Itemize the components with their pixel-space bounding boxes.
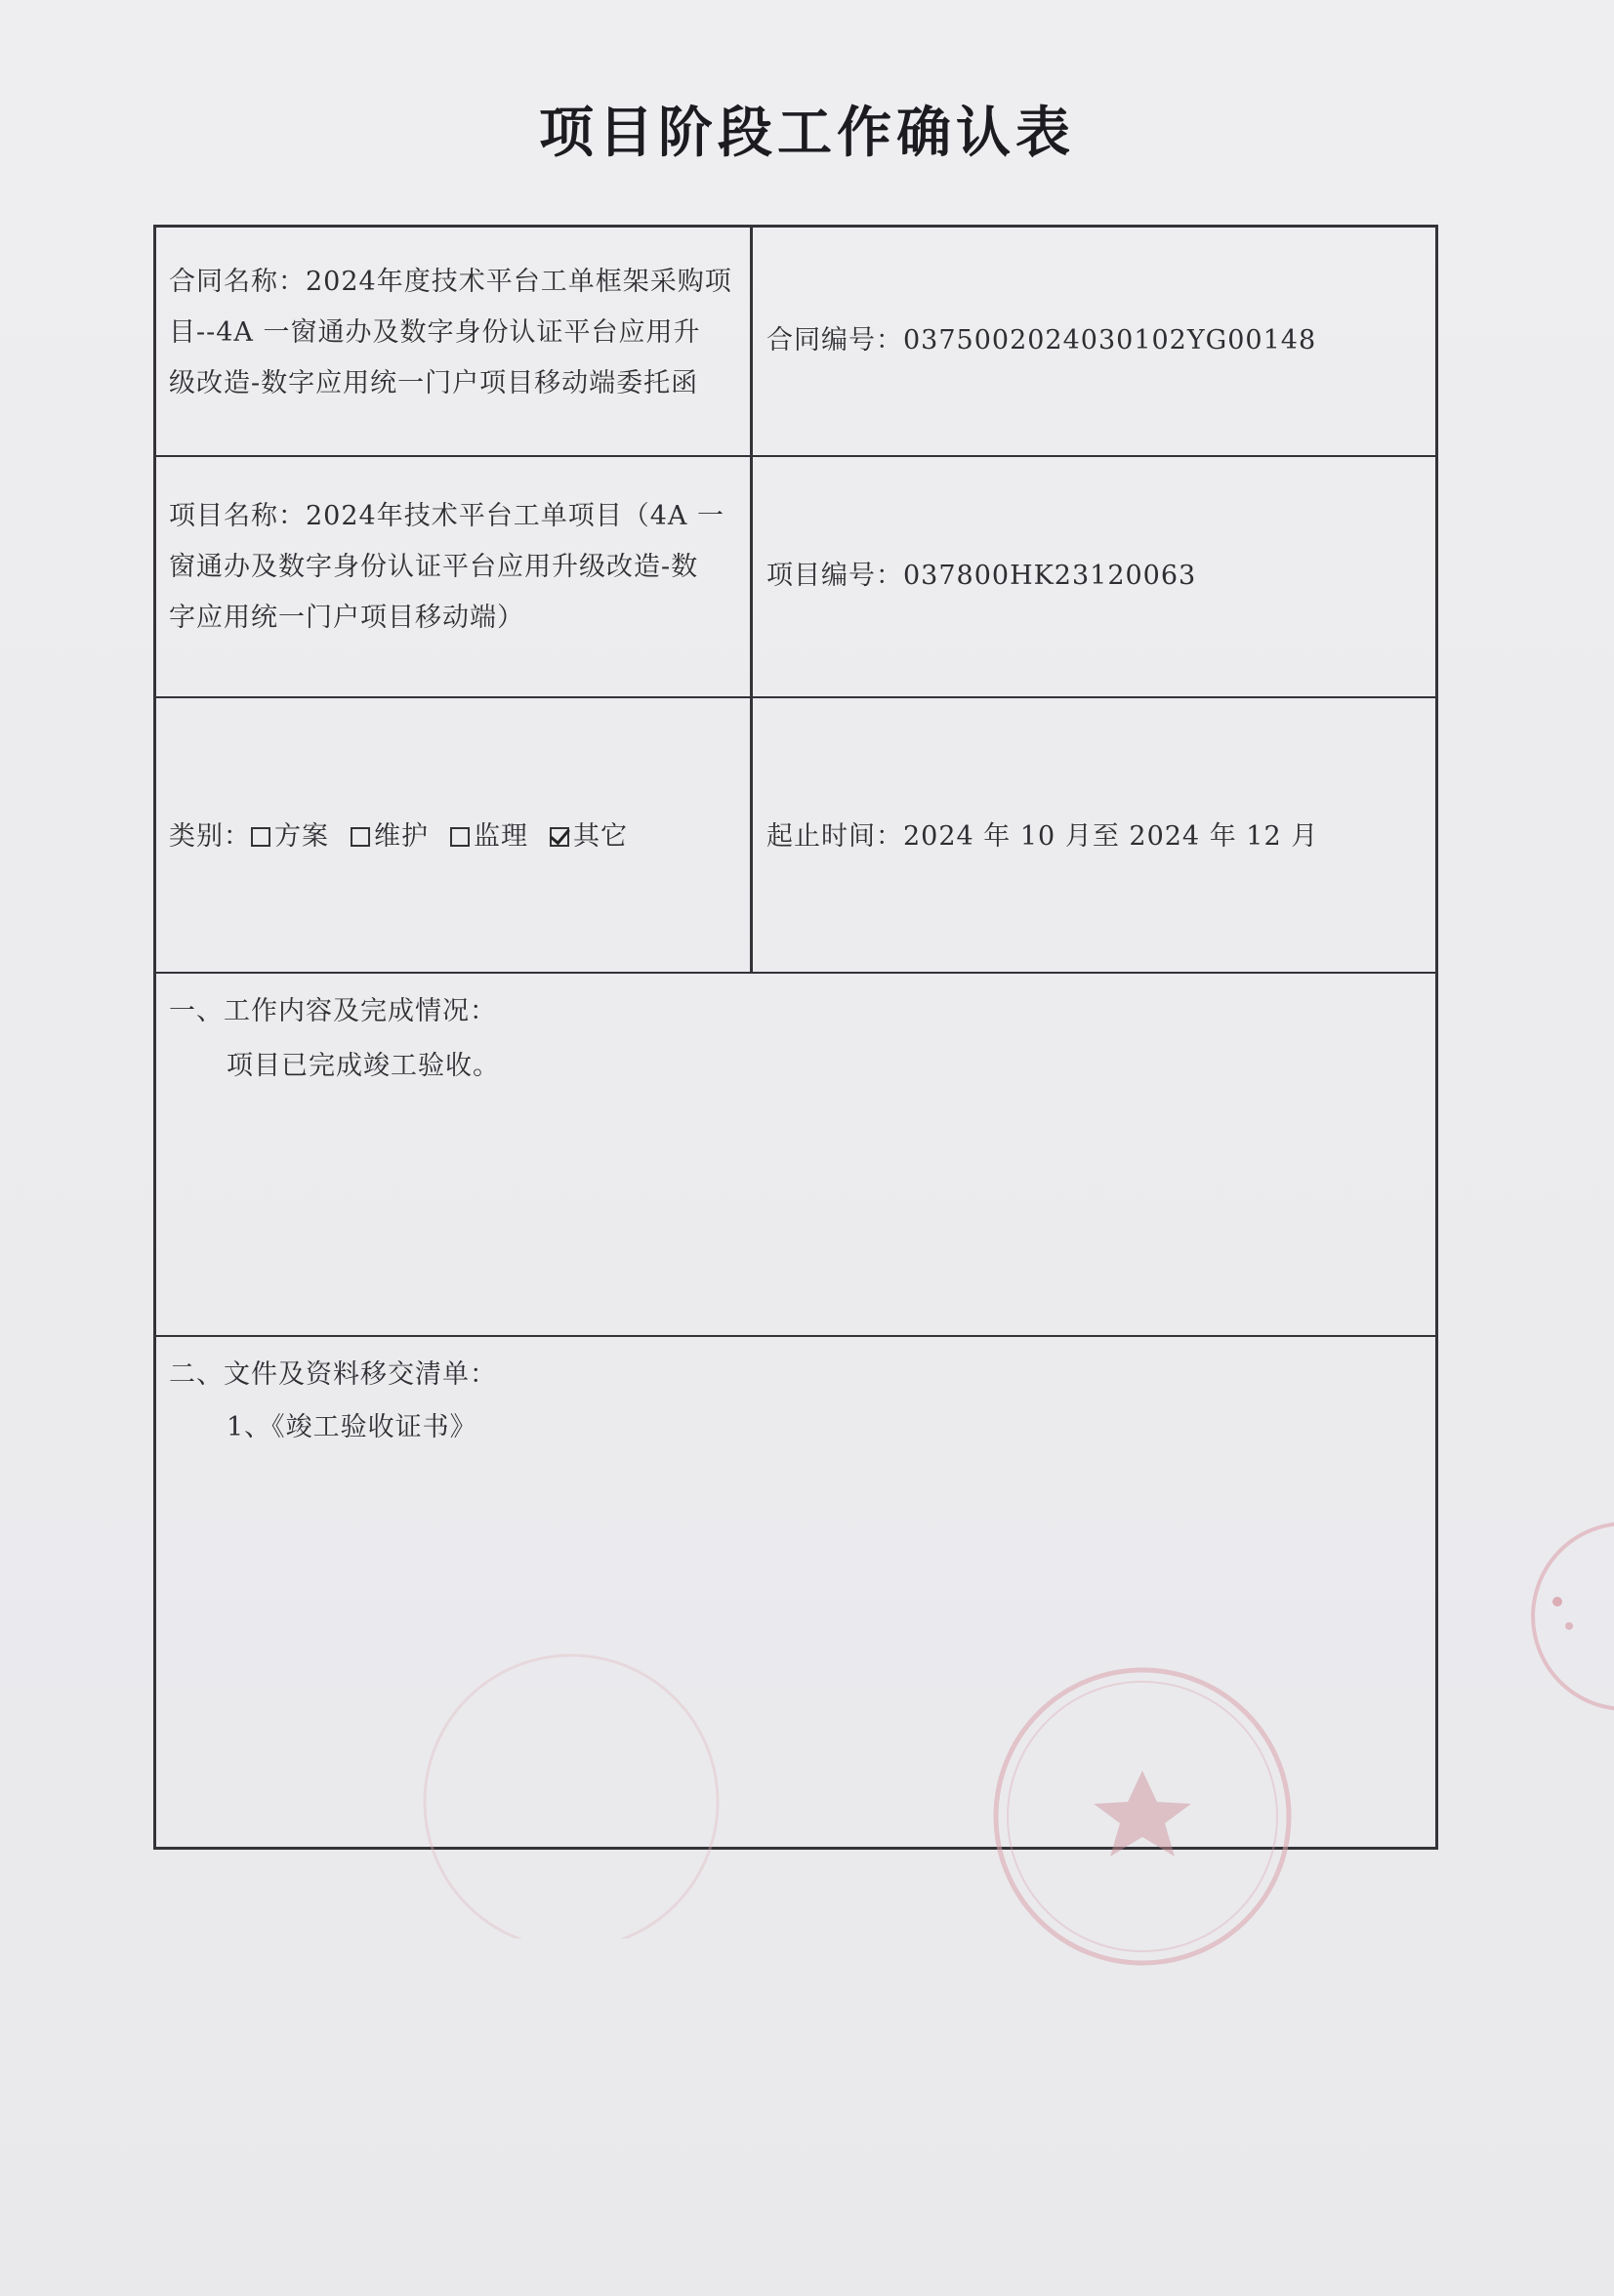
column-divider (750, 225, 753, 974)
edge-seal-stamp (1518, 1509, 1614, 1724)
section-handover-heading: 二、文件及资料移交清单： (169, 1359, 497, 1390)
project-name-line: 字应用统一门户项目移动端） (169, 603, 524, 633)
project-name-line: 窗通办及数字身份认证平台应用升级改造-数 (169, 552, 699, 582)
category-label: 类别： (169, 821, 251, 852)
option-other[interactable] (550, 821, 628, 852)
table-border-left (153, 225, 156, 1850)
table-border-right (1435, 225, 1438, 1850)
project-number (766, 551, 1196, 602)
handover-item: 1、《竣工验收证书》 (227, 1412, 477, 1442)
project-number-label: 项目编号： (766, 561, 903, 591)
row-divider-2 (153, 696, 1438, 698)
row-divider-4 (153, 1335, 1438, 1337)
category-field (169, 812, 628, 862)
contract-number-label: 合同编号： (766, 325, 903, 355)
checkbox-other-checked[interactable] (550, 827, 569, 847)
option-supervision[interactable] (450, 821, 528, 852)
option-scheme[interactable] (251, 821, 329, 852)
row-divider-1 (153, 455, 1438, 457)
checkbox-scheme[interactable] (251, 827, 270, 847)
period-value: 2024 年 10 月至 2024 年 12 月 (903, 821, 1319, 852)
project-number-value: 037800HK23120063 (903, 561, 1197, 591)
checkbox-maintenance[interactable] (351, 827, 370, 847)
table-border-top (153, 225, 1438, 228)
contract-name (169, 257, 732, 409)
contract-name-line: 级改造-数字应用统一门户项目移动端委托函 (169, 368, 699, 398)
section-work-content: 项目已完成竣工验收。 (227, 1051, 500, 1081)
checkbox-supervision[interactable] (450, 827, 470, 847)
project-name (169, 491, 724, 644)
row-divider-3 (153, 972, 1438, 974)
option-other-label: 其它 (573, 821, 628, 852)
section-work-heading: 一、工作内容及完成情况： (169, 996, 497, 1026)
contract-number-value: 037500202403010​2YG00148 (903, 325, 1317, 355)
option-scheme-label: 方案 (274, 821, 329, 852)
contract-number (766, 315, 1316, 366)
contract-name-line: 目--4A 一窗通办及数字身份认证平台应用升 (169, 317, 701, 348)
faint-seal-stamp (405, 1646, 757, 1939)
period-label: 起止时间： (766, 821, 903, 852)
page-title: 项目阶段工作确认表 (539, 102, 1075, 165)
option-supervision-label: 监理 (474, 821, 528, 852)
contract-name-line: 合同名称：2024年度技术平台工单框架采购项 (169, 267, 732, 297)
option-maintenance-label: 维护 (374, 821, 429, 852)
official-seal-stamp (981, 1655, 1304, 1978)
project-name-line: 项目名称：2024年技术平台工单项目（4A 一 (169, 501, 724, 531)
option-maintenance[interactable] (351, 821, 429, 852)
period-field (766, 812, 1318, 862)
